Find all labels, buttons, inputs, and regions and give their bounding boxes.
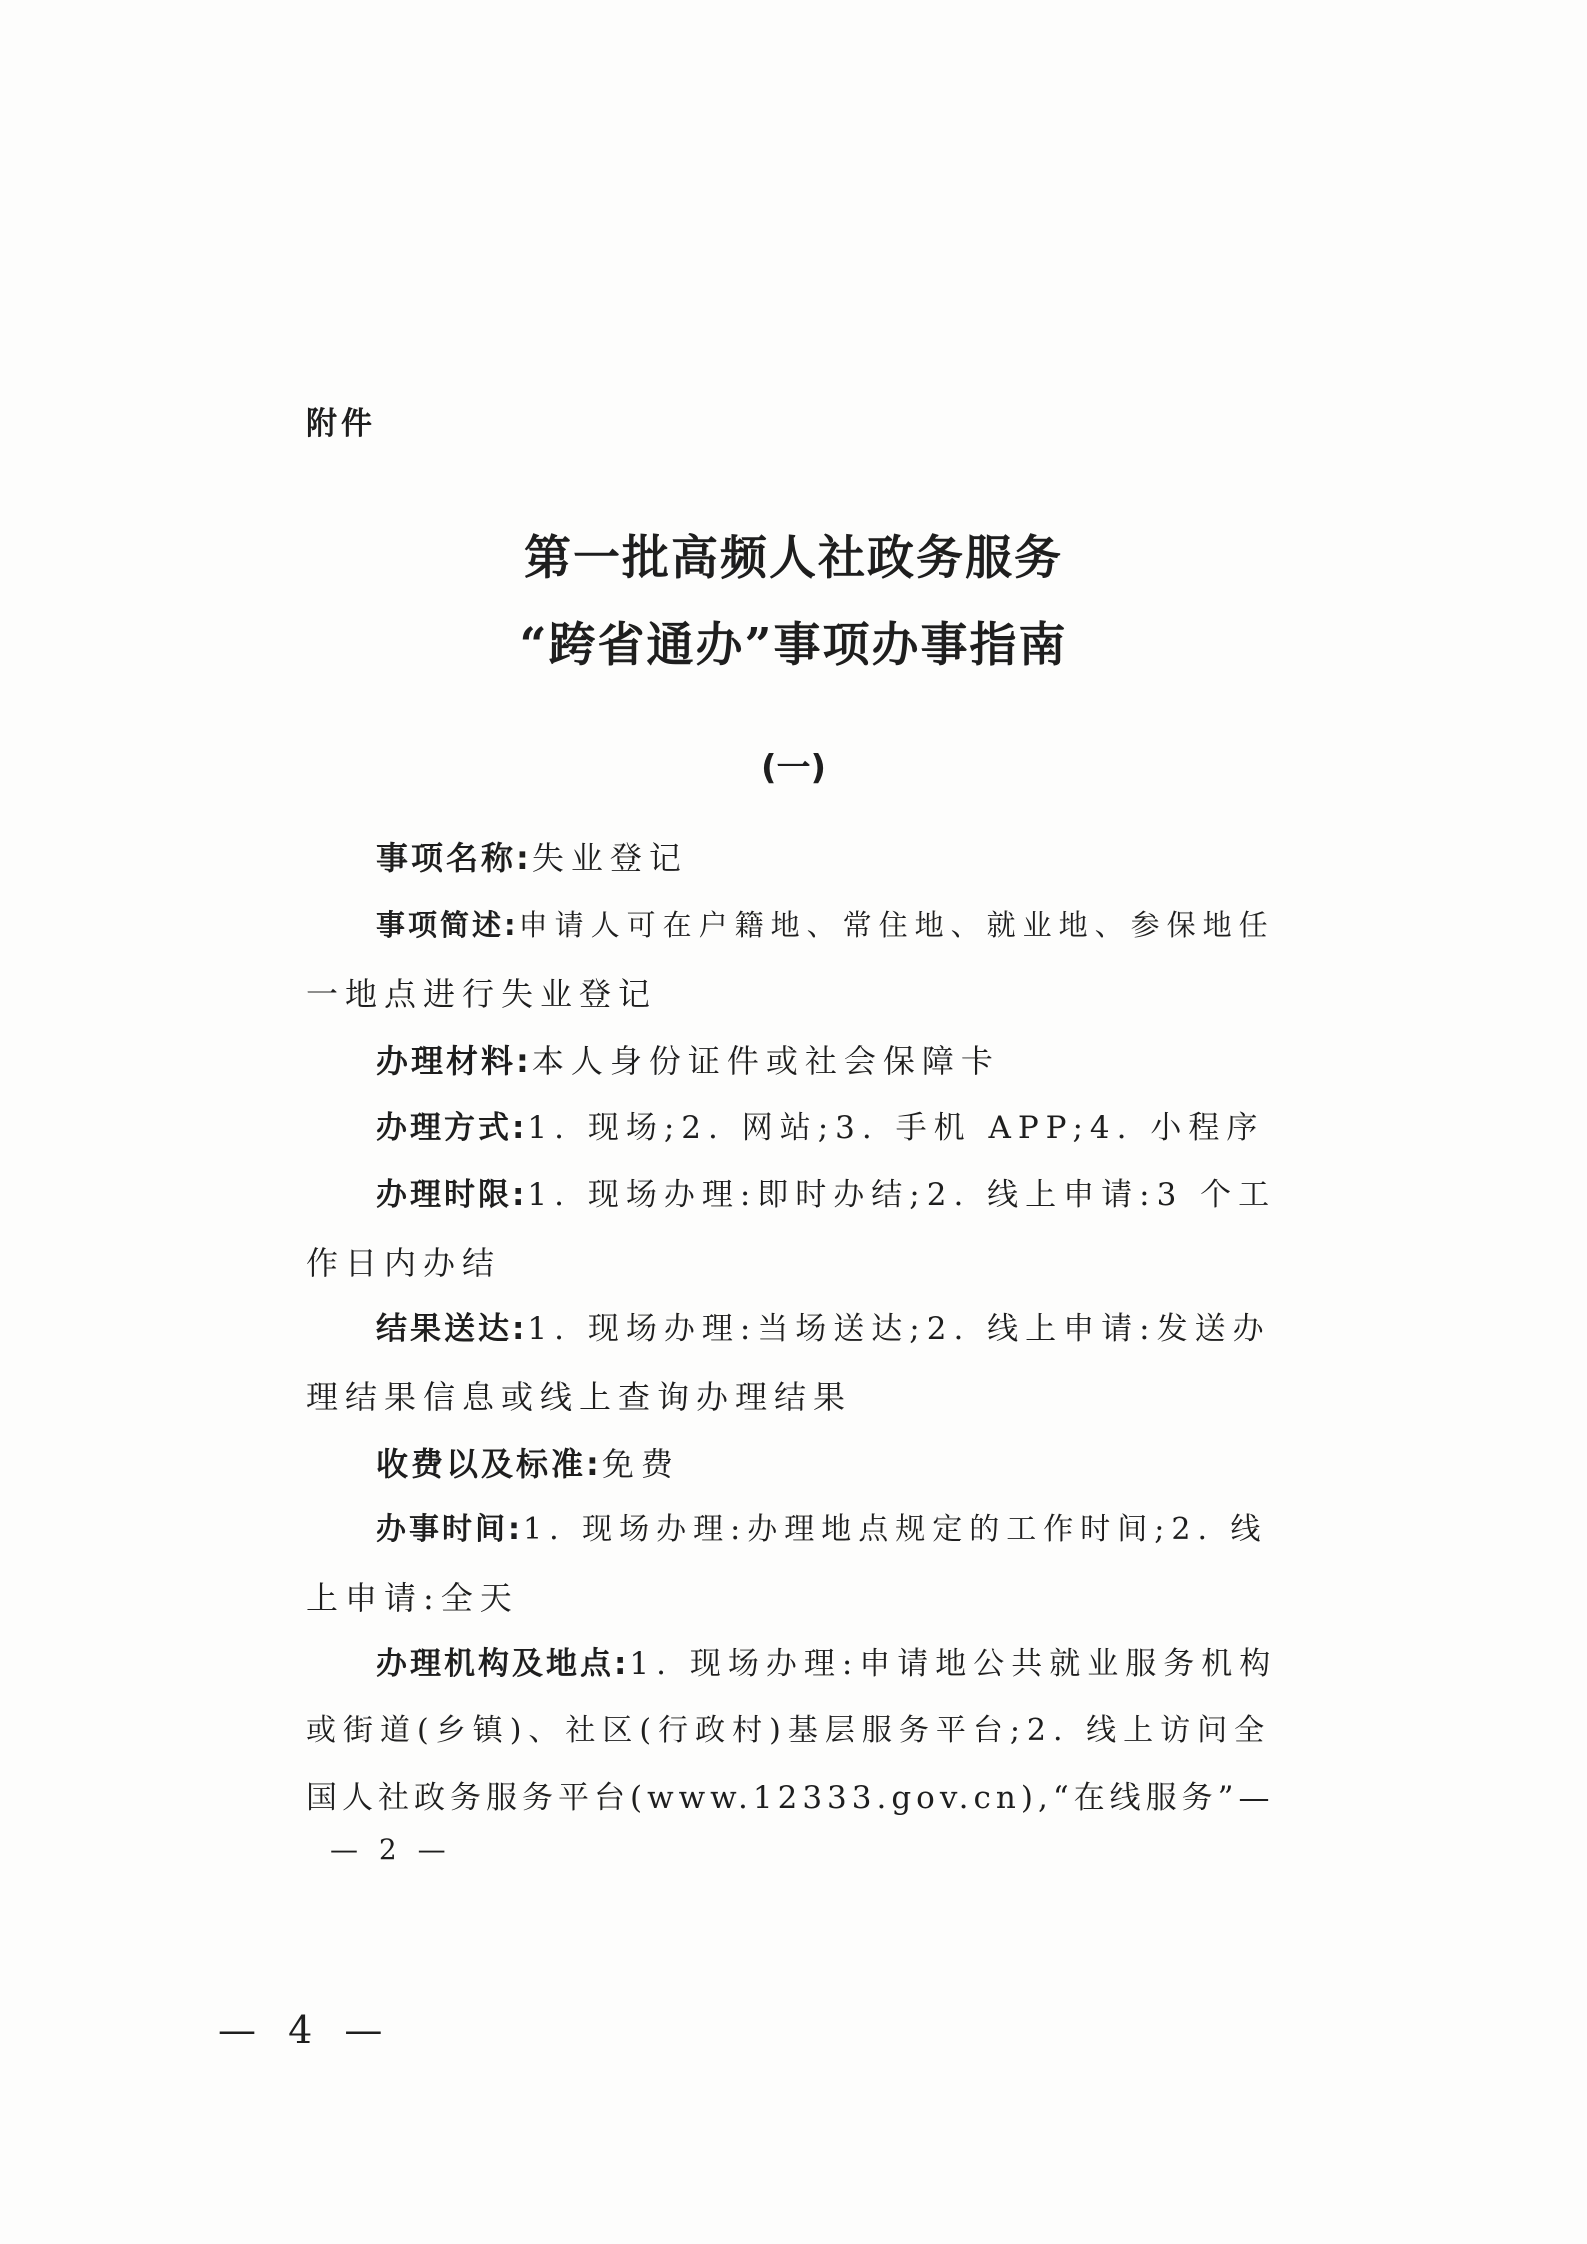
time-limit-label: 办理时限: (376, 1177, 528, 1213)
summary-value-line-2: 一地点进行失业登记 (306, 975, 658, 1013)
methods-label: 办理方式: (376, 1110, 528, 1146)
summary-row (376, 908, 1275, 942)
agency-value-line-3: 国人社政务服务平台(www.12333.gov.cn),“在线服务”— (306, 1780, 1275, 1816)
service-hours-row (376, 1512, 1268, 1547)
methods-value: 1. 现场;2. 网站;3. 手机 APP;4. 小程序 (527, 1110, 1265, 1146)
result-delivery-value-line-2: 理结果信息或线上查询办理结果 (306, 1378, 853, 1416)
item-name-value: 失业登记 (531, 839, 688, 877)
agency-value-line-2: 或街道(乡镇)、社区(行政村)基层服务平台;2. 线上访问全 (306, 1713, 1272, 1748)
inner-page-number: — 2 — (330, 1833, 452, 1866)
result-delivery-label: 结果送达: (376, 1311, 528, 1347)
document-title-line-2: “跨省通办”事项办事指南 (519, 618, 1068, 673)
materials-value: 本人身份证件或社会保障卡 (531, 1042, 1000, 1080)
service-hours-label: 办事时间: (376, 1512, 523, 1547)
methods-row (376, 1110, 1265, 1146)
time-limit-row (376, 1177, 1277, 1213)
summary-value-line-1: 申请人可在户籍地、常住地、就业地、参保地任 (518, 908, 1275, 942)
item-name-row (376, 839, 688, 877)
fees-label: 收费以及标准: (376, 1445, 602, 1483)
materials-label: 办理材料: (376, 1042, 532, 1080)
materials-row (376, 1042, 1000, 1080)
fees-row (376, 1445, 680, 1483)
document-title-line-1: 第一批高频人社政务服务 (524, 531, 1063, 586)
service-hours-value-line-1: 1. 现场办理:办理地点规定的工作时间;2. 线 (523, 1512, 1268, 1547)
agency-label: 办理机构及地点: (376, 1646, 630, 1682)
service-hours-value-line-2: 上申请:全天 (306, 1579, 519, 1617)
time-limit-value-line-1: 1. 现场办理:即时办结;2. 线上申请:3 个工 (527, 1177, 1277, 1213)
time-limit-value-line-2: 作日内办结 (306, 1244, 502, 1282)
agency-value-line-1: 1. 现场办理:申请地公共就业服务机构 (629, 1646, 1278, 1682)
outer-page-number: — 4 — (218, 2008, 393, 2052)
result-delivery-row (376, 1311, 1271, 1347)
attachment-label: 附件 (306, 406, 376, 442)
fees-value: 免费 (601, 1445, 680, 1483)
section-number: (一) (760, 748, 827, 788)
item-name-label: 事项名称: (376, 839, 532, 877)
summary-label: 事项简述: (376, 908, 519, 942)
agency-row (376, 1646, 1278, 1682)
result-delivery-value-line-1: 1. 现场办理:当场送达;2. 线上申请:发送办 (527, 1311, 1271, 1347)
